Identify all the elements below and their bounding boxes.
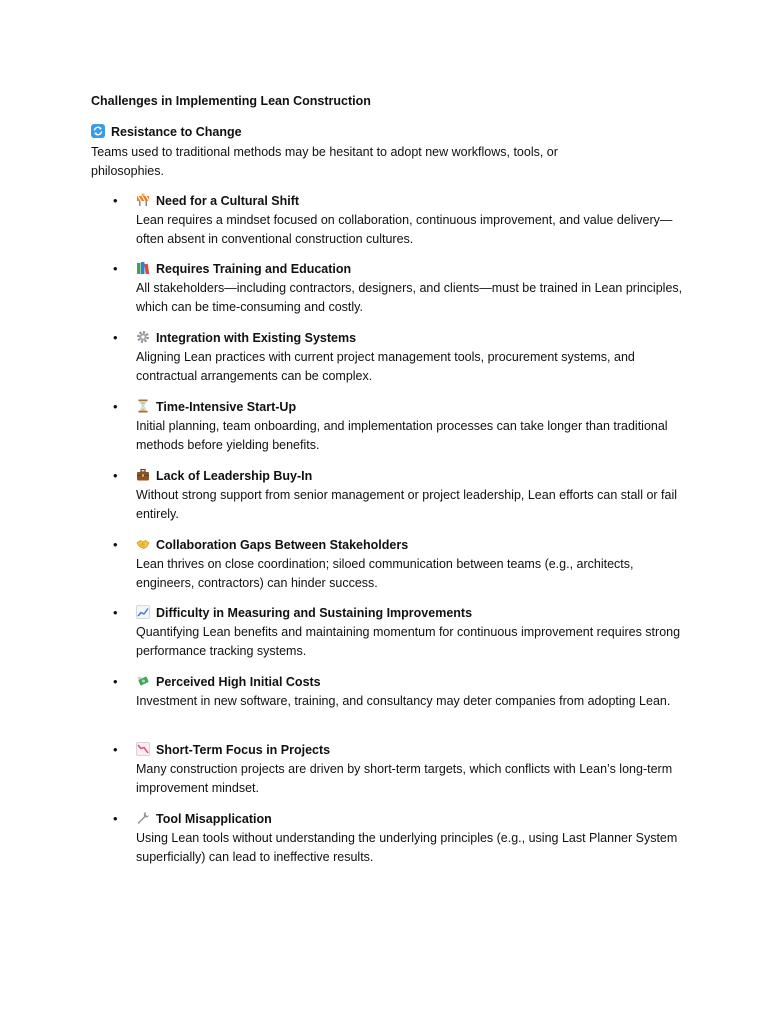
item-heading [136, 329, 356, 347]
item-heading-label: Perceived High Initial Costs [156, 675, 321, 689]
item-heading [136, 741, 330, 759]
chart-increasing-icon [136, 605, 150, 619]
item-heading [136, 673, 321, 691]
money-with-wings-icon [136, 674, 150, 688]
bullet: • [113, 468, 118, 483]
item-heading [136, 398, 296, 416]
item-text: Quantifying Lean benefits and maintaining momentum for continuous improvement requires strong performance tracking systems. [136, 625, 681, 658]
bullet: • [113, 605, 118, 620]
cycle-arrows-icon [91, 124, 105, 138]
item-heading-label: Collaboration Gaps Between Stakeholders [156, 538, 409, 552]
bullet: • [113, 742, 118, 757]
bullet: • [113, 330, 118, 345]
item-heading [136, 192, 299, 210]
item-heading-label: Difficulty in Measuring and Sustaining Improvements [156, 606, 473, 620]
item-heading [136, 536, 408, 554]
item-text: Aligning Lean practices with current project management tools, procurement systems, and contractual arrangements can be complex. [136, 350, 635, 383]
document-title: Challenges in Implementing Lean Construction [91, 94, 371, 108]
item-heading-label: Tool Misapplication [156, 812, 272, 826]
briefcase-icon [136, 468, 150, 482]
item-text: Investment in new software, training, and consultancy may deter companies from adopting Lean. [136, 694, 671, 708]
hourglass-icon [136, 399, 150, 413]
intro-heading [91, 123, 242, 141]
item-text: Without strong support from senior management or project leadership, Lean efforts can stall or fail entirely. [136, 488, 678, 521]
item-text: Lean requires a mindset focused on collaboration, continuous improvement, and value delivery—often absent in conventional construction cultures. [136, 213, 673, 246]
bullet: • [113, 537, 118, 552]
handshake-icon [136, 537, 150, 551]
intro-text: Teams used to traditional methods may be hesitant to adopt new workflows, tools, or philosophies. [91, 145, 558, 178]
item-text: Initial planning, team onboarding, and implementation processes can take longer than traditional methods before yielding benefits. [136, 419, 668, 452]
item-heading-label: Lack of Leadership Buy-In [156, 469, 313, 483]
item-text: Using Lean tools without understanding the underlying principles (e.g., using Last Planner System superficially) can lead to ineffective results. [136, 831, 678, 864]
books-icon [136, 261, 150, 275]
bullet: • [113, 811, 118, 826]
bullet: • [113, 674, 118, 689]
item-heading [136, 604, 472, 622]
item-heading-label: Time-Intensive Start-Up [156, 400, 297, 414]
item-heading-label: Need for a Cultural Shift [156, 194, 300, 208]
bullet: • [113, 261, 118, 276]
gear-icon [136, 330, 150, 344]
item-heading [136, 810, 272, 828]
item-heading-label: Short-Term Focus in Projects [156, 743, 331, 757]
bullet: • [113, 399, 118, 414]
intro-heading-label: Resistance to Change [111, 125, 242, 139]
item-text: Lean thrives on close coordination; siloed communication between teams (e.g., architects, engineers, contractors) can hinder success. [136, 557, 634, 590]
item-heading-label: Integration with Existing Systems [156, 331, 357, 345]
item-heading-label: Requires Training and Education [156, 262, 352, 276]
wrench-icon [136, 811, 150, 825]
construction-sign-icon [136, 193, 150, 207]
chart-decreasing-icon [136, 742, 150, 756]
item-text: All stakeholders—including contractors, designers, and clients—must be trained in Lean principles, which can be time-consuming and costly. [136, 281, 683, 314]
item-heading [136, 467, 312, 485]
item-heading [136, 260, 351, 278]
item-text: Many construction projects are driven by short-term targets, which conflicts with Lean’s long-term improvement mindset. [136, 762, 673, 795]
bullet: • [113, 193, 118, 208]
